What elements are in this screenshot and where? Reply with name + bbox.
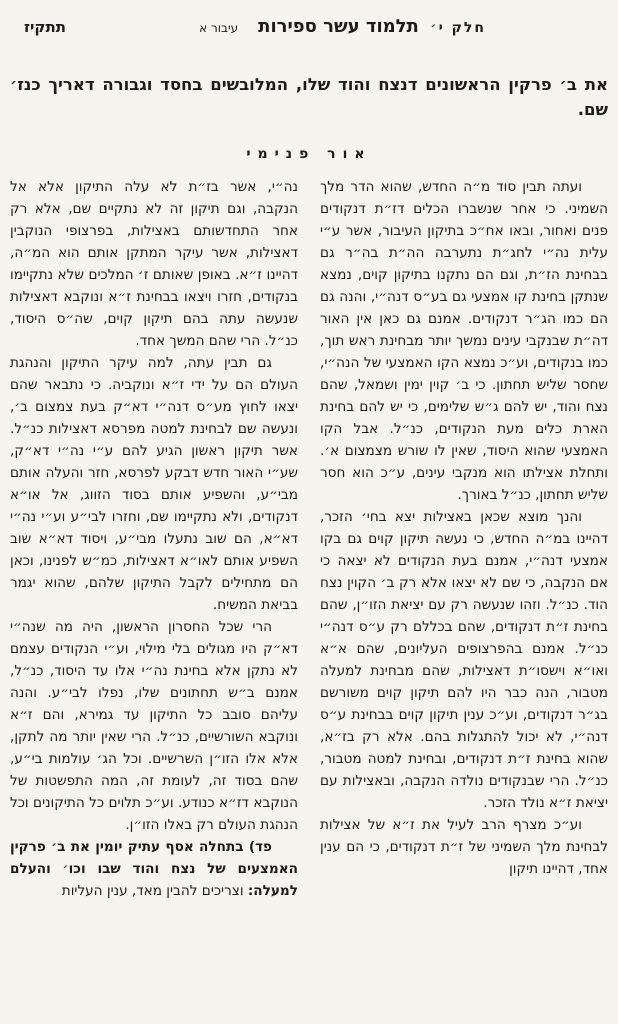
paragraph: [10, 352, 298, 616]
paragraph: [10, 176, 298, 352]
commentary-text: גם תבין עתה, למה עיקר התיקון והנהגת העולם הם על ידי ז״א ונוקביה. כי נתבאר שהם יצאו לחוץ מע״ס דנה״י דא״ק בעת צמצום ב׳, ונעשה שם לבחינת למטה מפרסא דאצילות כנ״ל. אשר תיקון ראשון הגיע להם ע״י נה״י דא״ק, שע״י האור חדש דבקע לפרסא, חזר והעלה אותם מבי״ע, והשפיע אותם בסוד הזווג, אל או״א דנקודים, ולא נתקיימו שם, וחזרו לבי״ע וע״י נה״י דא״א, הם שוב נתעלו מבי״ע, ויסוד דא״א שוב השפיע אותם לאו״א דאצילות, כמ״ש לפנינו, וכאן הם מתחילים לקבל התיקון שלהם, שהוא יגמר בביאת המשיח.: [10, 355, 298, 613]
paragraph: [320, 176, 608, 506]
commentary-text: והנך מוצא שכאן באצילות יצא בחי׳ הזכר, דהיינו במ״ה החדש, כי נעשה תיקון קוים גם בקו אמצעי דנה״י, אמנם בעת הנקודים לא יצאה כי אם הנקבה, כי שם לא יצאו אלא רק ב׳ הקוין נצח הוד. כנ״ל. וזהו שנעשה רק עם יציאת הזו״ן, שהם בחינת ז״ת דנקודים, שהם בכללם רק ע״ס דנה״י כנ״ל. אמנם בהפרצופים העליונים, שהם א״א ואו״א וישסו״ת דאצילות, שהם מבחינת למעלה מטבור, הנה כבר היו להם תיקון קוים משורשם בג״ר דנקודים, וע״כ ענין תיקון קוים בבחינת ע״ס דנה״י, לא יכול להתגלות בהם. אלא רק בז״א, שהוא בחינת ז״ת דנקודים, ובחינת למטה מטבור, כנ״ל. הרי שבנקודים נולדה הנקבה, ובאצילות עם יציאת ז״א נולד הזכר.: [320, 509, 608, 811]
section-title: אור פנימי: [246, 146, 372, 162]
paragraph: [320, 506, 608, 814]
commentary-text: ועתה תבין סוד מ״ה החדש, שהוא הדר מלך השמיני. כי אחר שנשברו הכלים דז״ת דנקודים פנים ואחור, ובאו אח״כ בתיקון העיבור, אשר ע״י עלית נה״י לחג״ת נתערבה הה״ת בה״ר גם בבחינת הז״ת, וגם הם נתקנו בתיקון קוים, נמצא שנתקן בחינת קו אמצעי גם בע״ס דנה״י, והנה גם הם כמו הג״ר דנקודים. אמנם גם כאן אין האור דה״ת שבנקבי עינים נמשך יותר מבחינת ראש תוך, כמו בנקודים, וע״כ נמצא הקו האמצעי של הנה״י, שחסר שליש תחתון. כי ב׳ קוין ימין ושמאל, שהם נצח והוד, יש להם ג״ש שלימים, כי יש להם בחינת הארת כלים מעת הנקודים, כנ״ל. אבל הקו האמצעי שהוא היסוד, שאין לו שורש מצמצום א׳. ותחלת אצילתו הוא מנקבי עינים, ע״כ הוא חסר שליש תחתון, כנ״ל באורך.: [320, 179, 608, 503]
column-right: [320, 176, 608, 880]
paragraph: [10, 616, 298, 836]
part-label: חלק י׳: [430, 20, 486, 36]
lead-paragraph: את ב׳ פרקין הראשונים דנצח והוד שלו, המלובשים בחסד וגבורה דאריך כנז׳ שם.: [10, 75, 608, 119]
paragraph: [10, 836, 298, 902]
title-group: [199, 16, 419, 37]
running-head: [10, 16, 608, 44]
commentary-text: וע״כ מצרף הרב לעיל את ז״א של אצילות לבחינת מלך השמיני של ז״ת דנקודים, כי הם ענין אחד, דהיינו תיקון: [320, 817, 608, 877]
book-title: תלמוד עשר ספירות: [258, 16, 419, 37]
column-left: [10, 176, 298, 902]
quoted-source-text: פד) בתחלה אסף עתיק יומין את ב׳ פרקין האמצעים של נצח והוד שבו וכו׳ והעלם למעלה:: [10, 839, 298, 899]
subsection-label: עיבור א: [199, 21, 239, 35]
page-number: תתקיז: [24, 18, 66, 36]
commentary-text: הרי שכל החסרון הראשון, היה מה שנה״י דא״ק היו מגולים בלי מילוי, וע״י הנקודים עצמם לא נתקן אלא בחינת נה״י אלו עד היסוד, כנ״ל, אמנם ב״ש תחתונים שלו, נפלו לבי״ע. והנה עליהם סובב כל התיקון עד גמירא, והם ז״א ונוקבא השורשיים, כנ״ל. הרי שאין יותר מה לתקן, אלא אלו הזו״ן השרשיים. וכל הג׳ עולמות בי״ע, שהם בסוד זה, לעומת זה, המה התפשטות של הנוקבא דז״א כנודע. וע״כ תלוים כל התיקונים וכל הנהגת העולם רק באלו הזו״ן.: [10, 619, 298, 833]
commentary-text: נה״י, אשר בז״ת לא עלה התיקון אלא אל הנקבה, וגם תיקון זה לא נתקיים שם, אלא רק אחר התחדשותם באצילות, בפרצופי הנוקבין דאצילות, אשר עיקר המתקן אותם הוא המ״ה, דהיינו ז״א. באופן שאותם ז׳ המלכים שלא נתקיימו בנקודים, חזרו ויצאו בבחינת ז״א ונוקבא דאצילות שנעשה עתה בהם תיקון קוים, שה״ס היסוד, כנ״ל. הרי שהם המשך אחד.: [10, 179, 298, 349]
commentary-text: וצריכים להבין מאד, ענין העליות: [61, 883, 248, 899]
paragraph: [320, 814, 608, 880]
text-columns: [10, 176, 608, 902]
